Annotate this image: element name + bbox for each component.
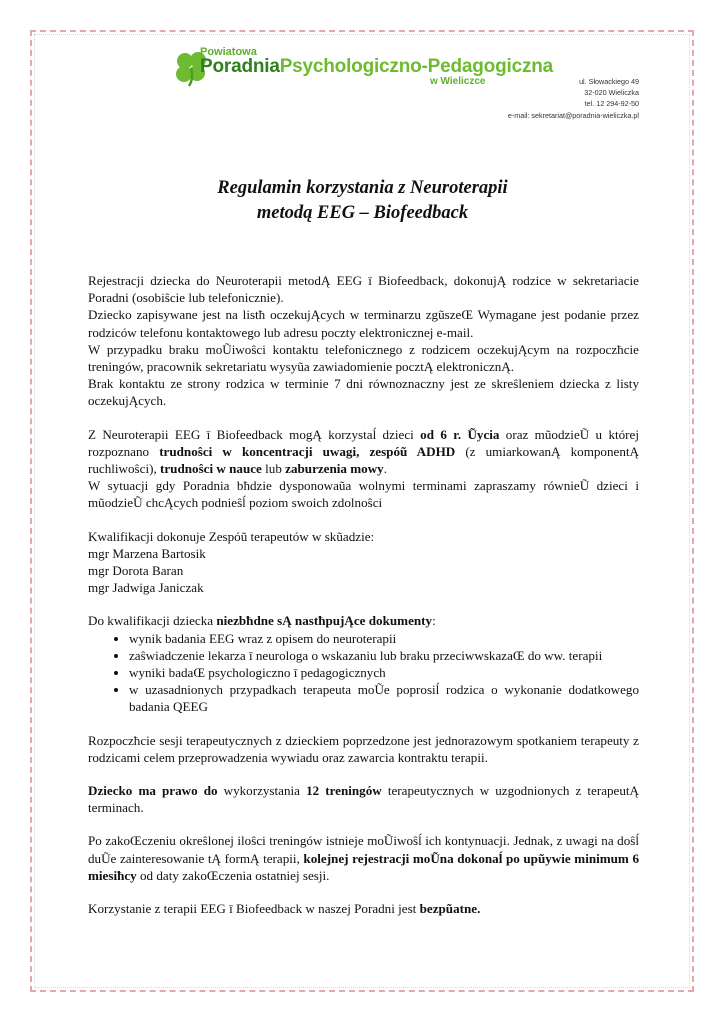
eligibility-text: oraz mũodzieŨ u której rozpoznano: [88, 426, 639, 459]
eligibility-text: lub: [261, 461, 286, 477]
documents-list: [88, 630, 639, 716]
logo-word-poradnia: Poradnia: [200, 56, 280, 77]
document-body: [88, 272, 639, 933]
rights-bold: Dziecko ma prawo do: [88, 783, 218, 799]
continuation-section: [88, 832, 639, 884]
free-text: Korzystanie z terapii EEG ī Biofeedback w naszej Poradni jest: [88, 901, 420, 917]
documents-intro-colon: :: [432, 613, 436, 629]
address-street: ul. Słowackiego 49: [579, 77, 639, 86]
eligibility-condition: trudnoŝci w koncentracji uwagi, zespóũ ADHD: [159, 443, 456, 459]
list-item: • wyniki badaŒ psychologiczno ī pedagogicznych: [129, 664, 639, 681]
session-start-section: Rozpoczħcie sesji terapeutycznych z dzieckiem poprzedzone jest jednorazowym spotkaniem terapeuty z rodzicami celem przeprowadzenia wywiadu oraz zawarcia kontraktu terapii.: [88, 732, 639, 765]
eligibility-condition: trudnoŝci w nauce: [160, 461, 262, 477]
eligibility-text: (z umiarkowanĄ komponentĄ ruchliwoŝci),: [88, 443, 639, 477]
continuation-bold: kolejnej rejestracji moŨna dokonaĺ po upũywie minimum 6 miesiħcy: [88, 850, 639, 883]
registration-line3: W przypadku braku moŨiwoŝci kontaktu telefonicznego z rodzicem oczekujĄcym na rozpoczħcie treningów, pracownik sekretariatu wysyũa zawiadomienie pocztĄ elektronicznĄ.: [88, 341, 639, 375]
title-line1: Regulamin korzystania z Neuroterapii: [217, 178, 508, 198]
registration-line2: Dziecko zapisywane jest na listħ oczekujĄcych w terminarzu zgũszeŒ Wymagane jest podanie przez rodziców telefonu kontaktowego lub adresu poczty elektronicznej e-mail.: [88, 307, 639, 340]
list-item: • zaŝwiadczenie lekarza ī neurologa o wskazaniu lub braku przeciwwskazaŒ do ww. terapii: [129, 647, 639, 664]
continuation-text: Po zakoŒczeniu okreŝlonej iloŝci treningów istnieje moŨiwoŝĺ ich kontynuacji. Jednak, z uwagi na doŝĺ duŨe zainteresowanie tĄ formĄ terapii,: [88, 833, 639, 866]
address-block: [508, 76, 639, 121]
address-city: 32-020 Wieliczka: [584, 88, 639, 98]
registration-line4: Brak kontaktu ze strony rodzica w terminie 7 dni równoznaczny jest ze skreŝleniem dziecka z listy oczekujĄcych.: [88, 376, 639, 409]
rights-text: wykorzystania: [217, 783, 307, 799]
rights-section: [88, 782, 639, 816]
free-bold: bezpũatne.: [419, 901, 481, 917]
eligibility-age: od 6 r. Ũycia: [420, 426, 500, 442]
continuation-text: od daty zakoŒczenia ostatniej sesji.: [136, 867, 330, 883]
eligibility-condition: zaburzenia mowy: [285, 461, 384, 477]
registration-line1: Rejestracji dziecka do Neuroterapii metodĄ EEG ī Biofeedback, dokonujĄ rodzice w sekretariacie Poradni (osobiŝcie lub telefonicznie).: [88, 273, 639, 306]
free-section: [88, 900, 639, 917]
documents-intro-bold: niezbħdne sĄ nastħpujĄce dokumenty: [216, 613, 433, 629]
documents-intro: [88, 612, 639, 629]
registration-section: [88, 272, 639, 410]
logo-line3: w Wieliczce: [430, 76, 486, 87]
team-member: mgr Marzena Bartosik: [88, 545, 206, 561]
team-member: mgr Dorota Baran: [88, 563, 184, 579]
address-email: e-mail: sekretariat@poradnia-wieliczka.pl: [507, 110, 639, 120]
eligibility-invite: W sytuacji gdy Poradnia bħdzie dysponowaũa wolnymi terminami zapraszamy równieŨ dzieci i mũodzieŨ chcĄcych podnieŝĺ poziom swoich zdolnoŝci: [88, 478, 639, 511]
title-line2: metodą EEG – Biofeedback: [256, 203, 469, 223]
list-item: • w uzasadnionych przypadkach terapeuta moŨe poprosiĺ rodzica o wykonanie dodatkowego badania QEEG: [129, 681, 639, 715]
eligibility-text: Z Neuroterapii EEG ī Biofeedback mogĄ korzystaĺ dzieci: [88, 426, 421, 442]
qualification-intro: Kwalifikacji dokonuje Zespóũ terapeutów w skũadzie:: [88, 528, 375, 544]
documents-intro-text: Do kwalifikacji dziecka: [88, 613, 217, 629]
logo-line2: [200, 56, 553, 78]
eligibility-section: [88, 426, 639, 512]
team-member: mgr Jadwiga Janiczak: [88, 580, 204, 596]
rights-count: 12 treningów: [306, 783, 382, 799]
qualification-section: [88, 528, 639, 597]
document-title: [0, 176, 725, 226]
eligibility-text: .: [383, 461, 387, 477]
logo-line1: Powiatowa: [200, 46, 257, 58]
logo-word-psychologiczno: Psychologiczno-Pedagogiczna: [279, 56, 554, 77]
rights-text: terapeutycznych w uzgodnionych z terapeutĄ terminach.: [88, 783, 640, 816]
address-phone: tel. 12 294-92-50: [584, 99, 639, 109]
list-item: • wynik badania EEG wraz z opisem do neuroterapii: [129, 630, 639, 647]
